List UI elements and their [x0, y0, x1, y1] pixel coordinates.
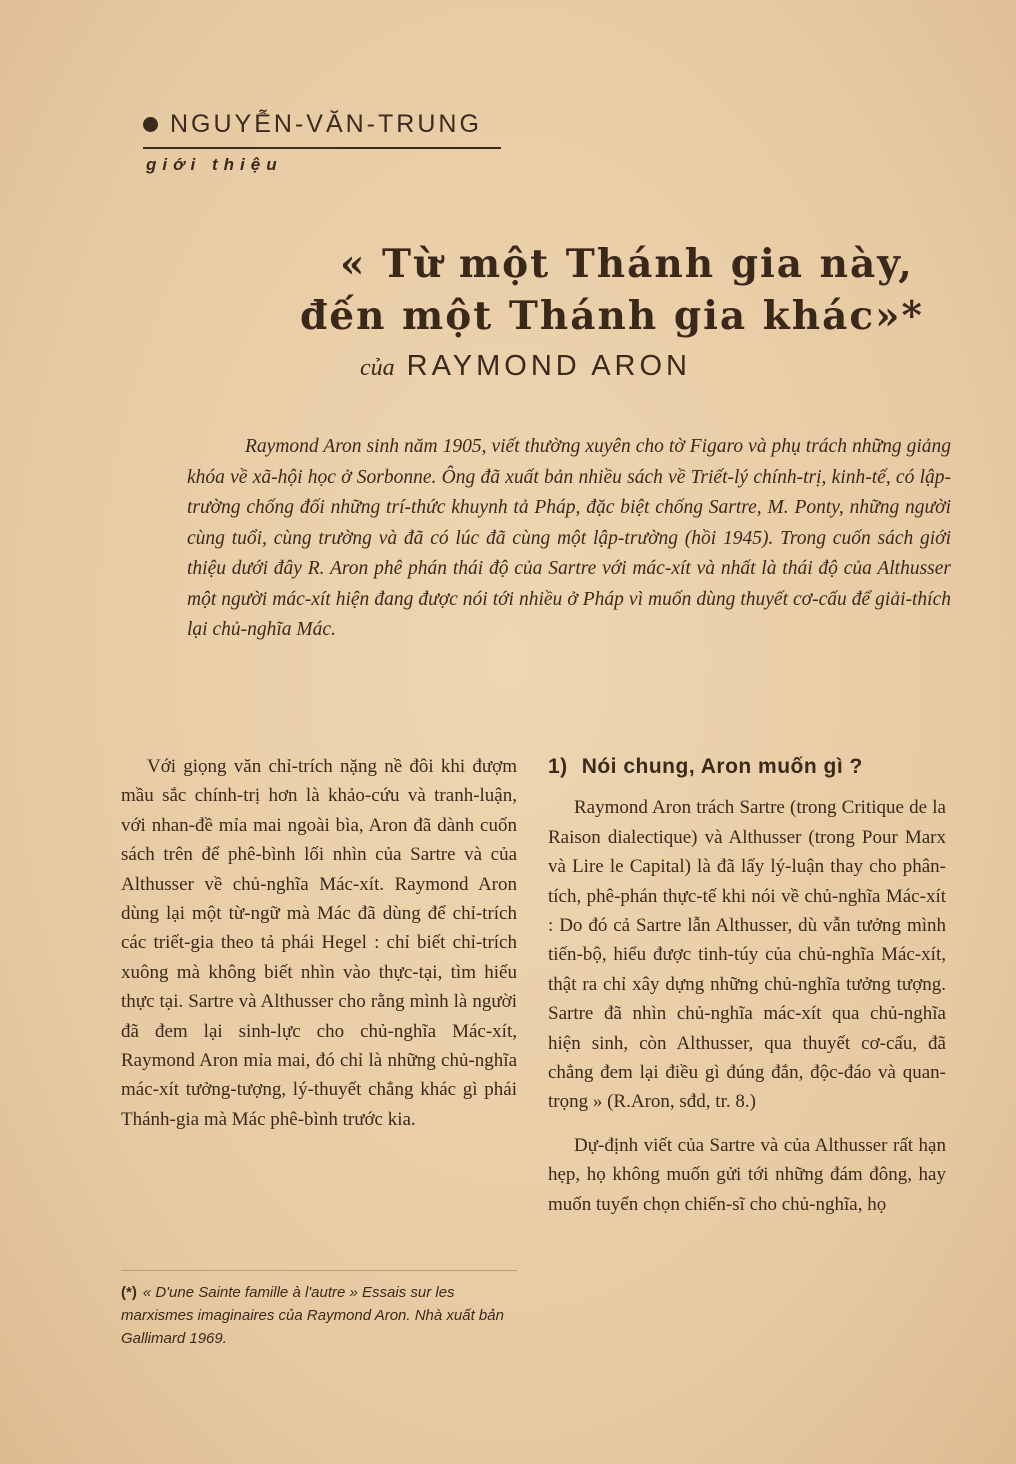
left-column: [121, 752, 517, 1134]
author-name: NGUYỄN-VĂN-TRUNG: [170, 110, 482, 138]
right-paragraph-2-text: Dự-định viết của Sartre và của Althusser rất hạn hẹp, họ không muốn gửi tới những đám đông, hay muốn tuyển chọn chiến-sĩ cho chủ-nghĩa, họ: [548, 1134, 946, 1215]
right-paragraph-1: [548, 793, 946, 1116]
abstract: [187, 432, 951, 646]
right-paragraph-2: [548, 1131, 946, 1219]
right-column: [548, 752, 946, 1233]
title-line-1: « Từ một Thánh gia này,: [340, 241, 914, 287]
section-heading: [548, 752, 946, 781]
bullet-icon: [143, 117, 158, 132]
section-number: 1): [548, 755, 568, 778]
byline-prefix: của: [360, 355, 395, 381]
footnote-mark: (*): [121, 1284, 137, 1301]
right-paragraph-1-text: Raymond Aron trách Sartre (trong Critique de la Raison dialectique) và Althusser (trong Pour Marx và Lire le Capital) là đã lấy lý-luận thay cho phân-tích, phê-phán thực-tế khi nói về chủ-nghĩa Mác-xít : Do đó cả Sartre lẫn Althusser, dù vẫn tưởng mình tiến-bộ, hiểu được tinh-túy của chủ-nghĩa Mác-xít, thật ra chỉ xây dựng những chủ-nghĩa tưởng tượng. Sartre đã nhìn chủ-nghĩa mác-xít qua chủ-nghĩa hiện sinh, còn Althusser, qua thuyết cơ-cấu, đã chẳng đem lại điều gì đúng đắn, độc-đáo và quan-trọng » (R.Aron, sđd, tr. 8.): [548, 797, 946, 1113]
footnote-text: « D'une Sainte famille à l'autre » Essais sur les marxismes imaginaires của Raymond Aron. Nhà xuất bản Gallimard 1969.: [121, 1284, 504, 1347]
header-rule: [143, 147, 501, 149]
section-title: Nói chung, Aron muốn gì ?: [581, 755, 863, 778]
author-row: [143, 110, 503, 139]
intro-label: giới thiệu: [146, 155, 283, 174]
byline-name: RAYMOND ARON: [406, 350, 691, 382]
article-title: [300, 238, 980, 383]
title-line-2: đến một Thánh gia khác»*: [300, 293, 924, 339]
abstract-text: Raymond Aron sinh năm 1905, viết thường xuyên cho tờ Figaro và phụ trách những giảng khóa về xã-hội học ở Sorbonne. Ông đã xuất bản nhiều sách về Triết-lý chính-trị, kinh-tế, có lập-trường chống đối những trí-thức khuynh tả Pháp, đặc biệt chống Sartre, M. Ponty, những người cùng tuổi, cùng trường và đã có lúc đã cùng một lập-trường (hồi 1945). Trong cuốn sách giới thiệu dưới đây R. Aron phê phán thái độ của Sartre với mác-xít và nhất là thái độ của Althusser một người mác-xít hiện đang được nói tới nhiều ở Pháp vì muốn dùng thuyết cơ-cấu để giải-thích lại chủ-nghĩa Mác.: [187, 436, 951, 640]
article-header: [143, 110, 503, 175]
byline: [360, 350, 980, 383]
left-paragraph: Với giọng văn chỉ-trích nặng nề đôi khi đượm mầu sắc chính-trị hơn là khảo-cứu và tranh-luận, với nhan-đề mỉa mai ngoài bìa, Aron đã dành cuốn sách trên để phê-bình lối nhìn của Sartre và của Althusser về chủ-nghĩa Mác-xít. Raymond Aron dùng lại một từ-ngữ mà Mác đã dùng để chỉ-trích các triết-gia theo tả phái Hegel : chỉ biết chỉ-trích xuông mà không biết nhìn vào thực-tại, tìm hiểu thực tại. Sartre và Althusser cho rằng mình là người đã đem lại sinh-lực cho chủ-nghĩa Mác-xít, Raymond Aron mỉa mai, đó chỉ là những chủ-nghĩa mác-xít tưởng-tượng, lý-thuyết chẳng khác gì phái Thánh-gia mà Mác phê-bình trước kia.: [121, 756, 517, 1130]
footnote: [121, 1270, 517, 1350]
